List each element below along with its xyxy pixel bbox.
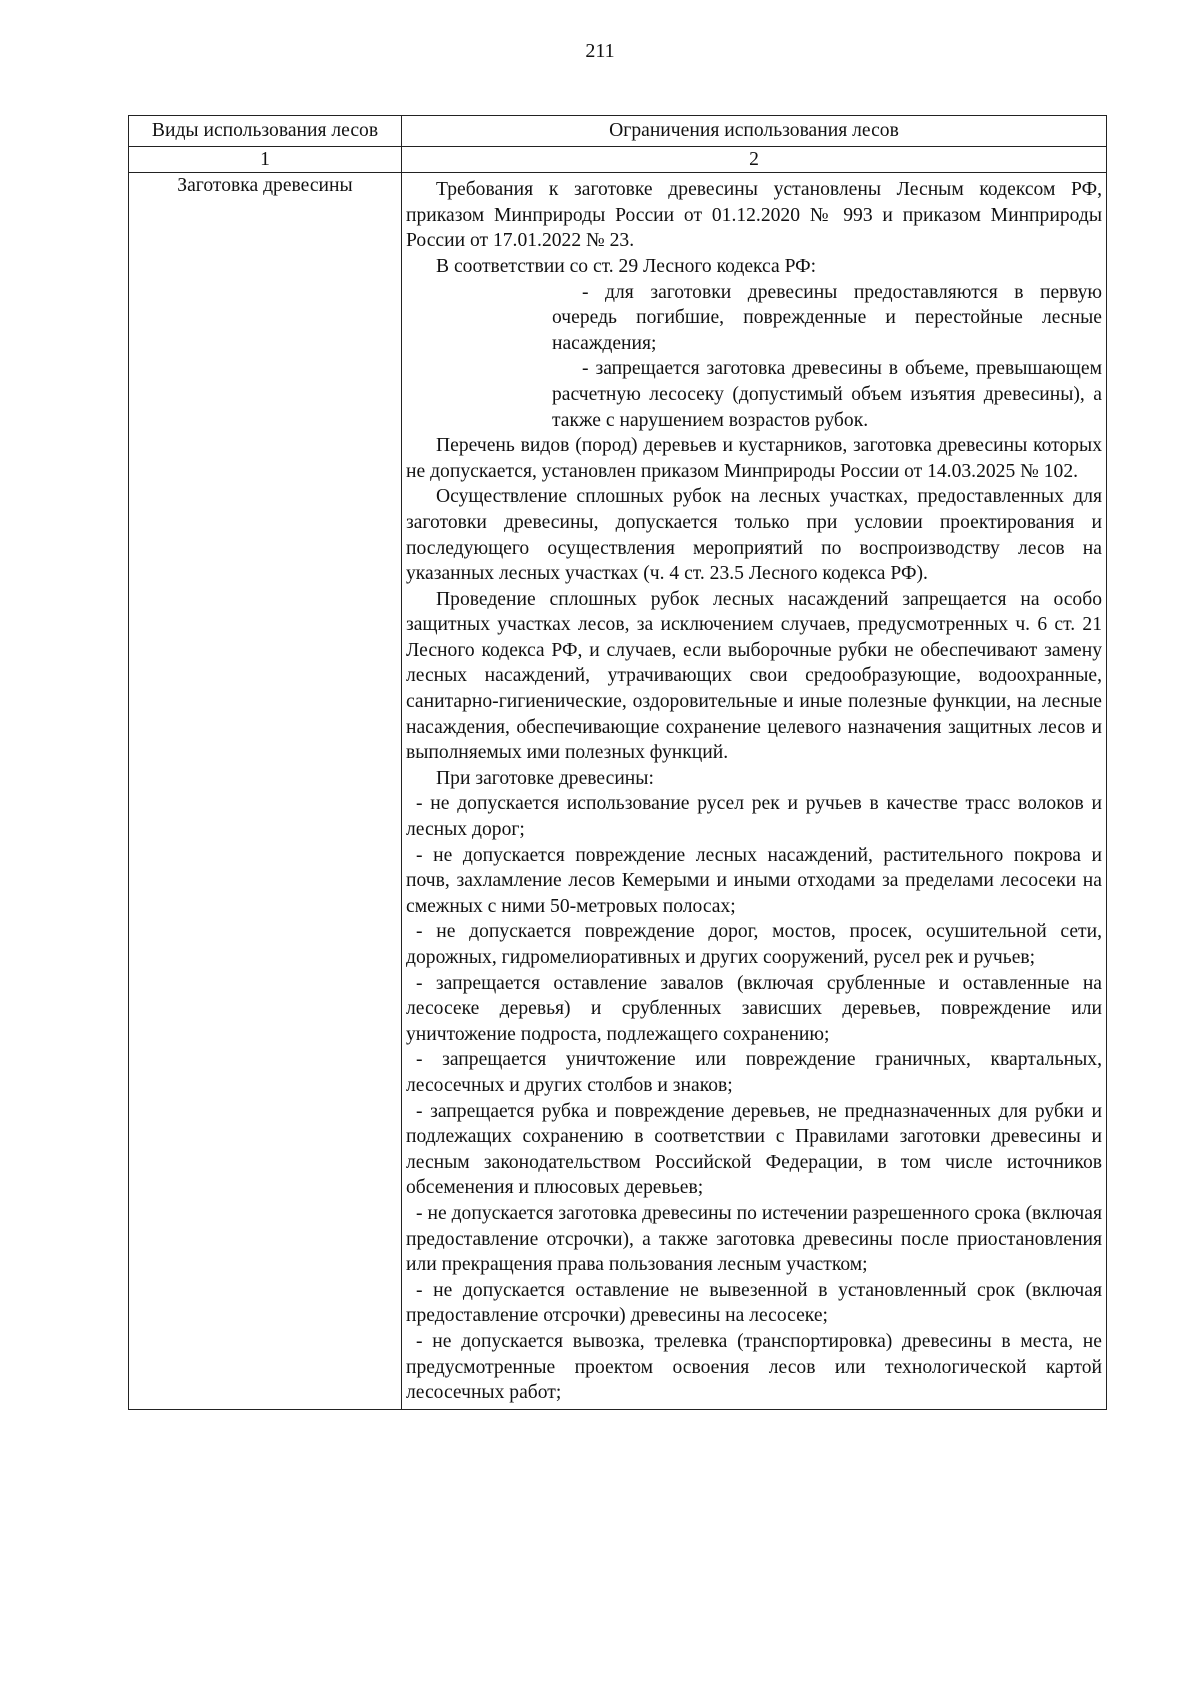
forest-use-table — [128, 115, 1107, 1410]
sub-list-item: - для заготовки древесины предоставляются в первую очередь погибшие, поврежденные и перестойные лесные насаждения; — [552, 281, 1102, 354]
list-item: - не допускается повреждение лесных насаждений, растительного покрова и почв, захламление лесов Кемерыми и иными отходами за пределами лесосеки на смежных с ними 50-метровых полосах; — [406, 844, 1102, 917]
restrictions-cell — [402, 173, 1107, 1410]
table-row — [129, 173, 1107, 1410]
paragraph: Проведение сплошных рубок лесных насаждений запрещается на особо защитных участках лесов, за исключением случаев, предусмотренных ч. 6 ст. 21 Лесного кодекса РФ, и случаев, если выборочные рубки не обеспечивают замену лесных насаждений, утрачивающих свои средообразующие, водоохранные, санитарно-гигиенические, оздоровительные и иные полезные функции, на лесные насаждения, обеспечивающие сохранение целевого назначения защитных лесов и выполняемых ими полезных функций. — [406, 588, 1102, 764]
paragraph: В соответствии со ст. 29 Лесного кодекса РФ: — [436, 255, 817, 277]
header-col1: Виды использования лесов — [129, 116, 402, 147]
paragraph: Требования к заготовке древесины установлены Лесным кодексом РФ, приказом Минприроды России от 01.12.2020 № 993 и приказом Минприроды России от 17.01.2022 № 23. — [406, 179, 1102, 252]
column-number-2: 2 — [402, 146, 1107, 173]
column-number-1: 1 — [129, 146, 402, 173]
list-item: - запрещается уничтожение или повреждение граничных, квартальных, лесосечных и других столбов и знаков; — [406, 1049, 1102, 1096]
list-item: - запрещается оставление завалов (включая срубленные и оставленные на лесосеке деревья) и срубленных зависших деревьев, повреждение или уничтожение подроста, подлежащего сохранению; — [406, 972, 1102, 1045]
paragraph: Осуществление сплошных рубок на лесных участках, предоставленных для заготовки древесины, допускается только при условии проектирования и последующего осуществления мероприятий по воспроизводству лесов на указанных лесных участках (ч. 4 ст. 23.5 Лесного кодекса РФ). — [406, 486, 1102, 585]
list-item: - не допускается вывозка, трелевка (транспортировка) древесины в места, не предусмотренные проектом освоения лесов или технологической картой лесосечных работ; — [406, 1330, 1102, 1404]
page-number: 211 — [585, 40, 615, 62]
list-item: - не допускается оставление не вывезенной в установленный срок (включая предоставление отсрочки) древесины на лесосеке; — [406, 1279, 1102, 1327]
table-header-row — [129, 116, 1107, 147]
list-item: - не допускается заготовка древесины по истечении разрешенного срока (включая предоставление отсрочки), а также заготовка древесины после приостановления или прекращения права пользования лесным участком; — [406, 1202, 1102, 1276]
table-number-row — [129, 146, 1107, 173]
sub-list-item: - запрещается заготовка древесины в объеме, превышающем расчетную лесосеку (допустимый объем изъятия древесины), а также с нарушением возрастов рубок. — [552, 358, 1102, 431]
forest-use-type: Заготовка древесины — [129, 173, 402, 1410]
header-col2: Ограничения использования лесов — [402, 116, 1107, 147]
list-item: - не допускается повреждение дорог, мостов, просек, осушительной сети, дорожных, гидромелиоративных и других сооружений, русел рек и ручьев; — [406, 921, 1102, 968]
paragraph: Перечень видов (пород) деревьев и кустарников, заготовка древесины которых не допускается, установлен приказом Минприроды России от 14.03.2025 № 102. — [406, 435, 1102, 482]
paragraph: При заготовке древесины: — [436, 767, 654, 789]
list-item: - не допускается использование русел рек и ручьев в качестве трасс волоков и лесных дорог; — [406, 793, 1102, 841]
list-item: - запрещается рубка и повреждение деревьев, не предназначенных для рубки и подлежащих сохранению в соответствии с Правилами заготовки древесины и лесным законодательством Российской Федерации, в том числе источников обсеменения и плюсовых деревьев; — [406, 1100, 1102, 1199]
